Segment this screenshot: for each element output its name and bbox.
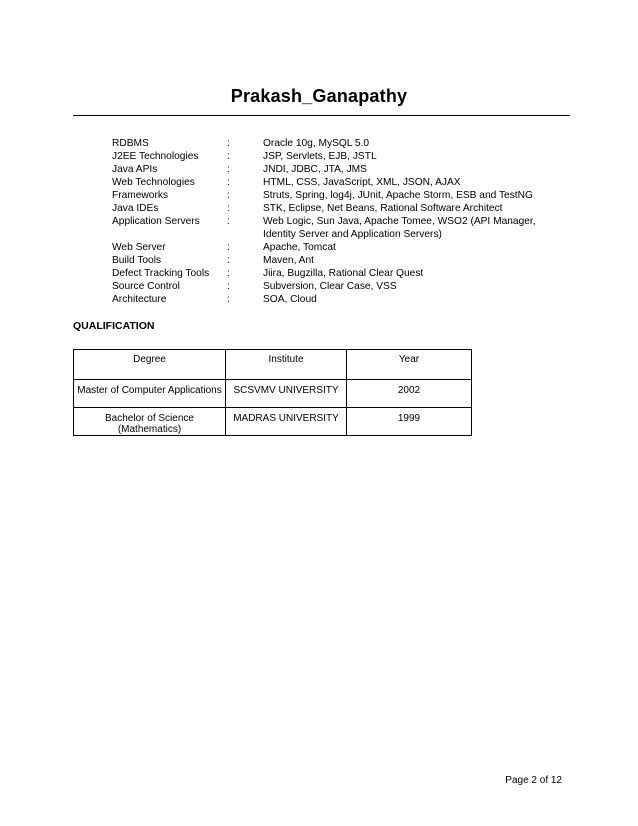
skill-label: J2EE Technologies: [112, 151, 199, 162]
skill-row: [112, 267, 562, 280]
table-row: [74, 408, 472, 436]
skill-separator: :: [227, 268, 230, 279]
header-degree: Degree: [74, 350, 226, 380]
page-number: Page 2 of 12: [505, 775, 562, 786]
table-header-row: [74, 350, 472, 380]
page-title: Prakash_Ganapathy: [230, 86, 408, 106]
skill-label: RDBMS: [112, 138, 149, 149]
skill-separator: :: [227, 151, 230, 162]
cell-institute: SCSVMV UNIVERSITY: [226, 380, 347, 408]
skill-label: Java IDEs: [112, 203, 159, 214]
skill-label: Source Control: [112, 281, 180, 292]
skill-row: [112, 189, 562, 202]
skill-value: Web Logic, Sun Java, Apache Tomee, WSO2 (API Manager, Identity Server and Application Servers): [263, 216, 536, 240]
cell-degree: Master of Computer Applications: [74, 380, 226, 408]
skill-row: [112, 137, 562, 150]
skill-label: Defect Tracking Tools: [112, 268, 210, 279]
skill-label: Architecture: [112, 294, 167, 305]
skill-separator: :: [227, 164, 230, 175]
skill-separator: :: [227, 190, 230, 201]
qualification-table: [73, 349, 472, 436]
table-row: [74, 380, 472, 408]
skill-row: [112, 202, 562, 215]
skill-label: Web Server: [112, 242, 166, 253]
skill-separator: :: [227, 203, 230, 214]
skill-separator: :: [227, 242, 230, 253]
skill-value: JSP, Servlets, EJB, JSTL: [263, 151, 377, 162]
skill-row: [112, 280, 562, 293]
skill-separator: :: [227, 294, 230, 305]
skill-row: [112, 241, 562, 254]
skill-separator: :: [227, 138, 230, 149]
skill-row: [112, 254, 562, 267]
skill-value: Struts, Spring, log4j, JUnit, Apache Storm, ESB and TestNG: [263, 190, 533, 201]
skill-label: Application Servers: [112, 216, 200, 227]
skill-separator: :: [227, 281, 230, 292]
cell-institute: MADRAS UNIVERSITY: [226, 408, 347, 436]
skill-separator: :: [227, 216, 230, 227]
cell-year: 1999: [347, 408, 472, 436]
skill-value: HTML, CSS, JavaScript, XML, JSON, AJAX: [263, 177, 461, 188]
skill-separator: :: [227, 255, 230, 266]
skills-list: [112, 137, 562, 306]
skill-label: Web Technologies: [112, 177, 195, 188]
skill-value: Apache, Tomcat: [263, 242, 336, 253]
skill-value: Subversion, Clear Case, VSS: [263, 281, 397, 292]
skill-label: Frameworks: [112, 190, 169, 201]
skill-label: Java APIs: [112, 164, 158, 175]
skill-row: [112, 215, 562, 241]
skill-label: Build Tools: [112, 255, 162, 266]
header-institute: Institute: [226, 350, 347, 380]
skill-value: SOA, Cloud: [263, 294, 317, 305]
skill-row: [112, 176, 562, 189]
cell-year: 2002: [347, 380, 472, 408]
skill-value: Maven, Ant: [263, 255, 314, 266]
skill-value: JNDI, JDBC, JTA, JMS: [263, 164, 367, 175]
cell-degree: Bachelor of Science (Mathematics): [74, 408, 226, 436]
skill-value: Oracle 10g, MySQL 5.0: [263, 138, 370, 149]
skill-value: Jiira, Bugzilla, Rational Clear Quest: [263, 268, 424, 279]
title-divider: [73, 115, 570, 116]
skill-value: STK, Eclipse, Net Beans, Rational Software Architect: [263, 203, 503, 214]
qualification-heading: QUALIFICATION: [73, 320, 155, 332]
skill-row: [112, 293, 562, 306]
skill-row: [112, 150, 562, 163]
skill-separator: :: [227, 177, 230, 188]
header-year: Year: [347, 350, 472, 380]
skill-row: [112, 163, 562, 176]
